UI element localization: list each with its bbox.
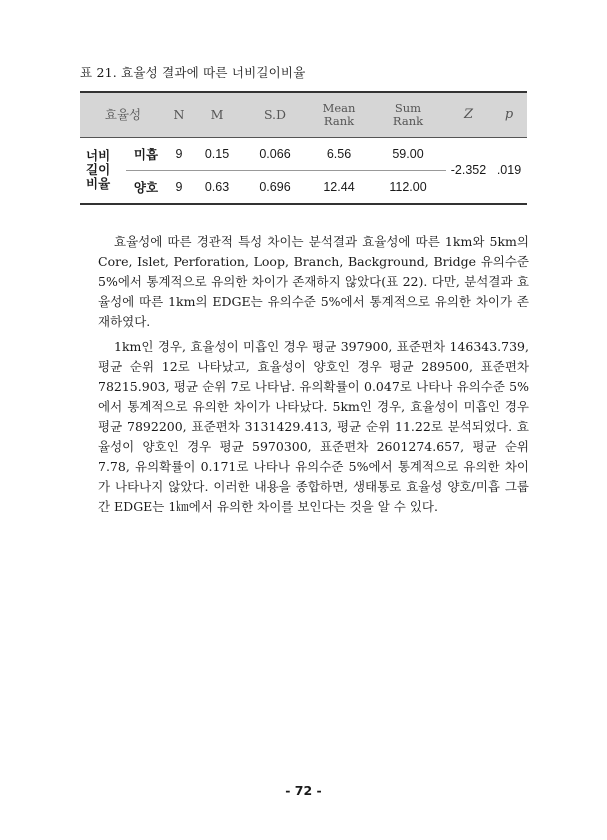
cell-sum-rank: 112.00 xyxy=(370,170,446,204)
group-label-line3: 비율 xyxy=(86,176,111,192)
table-header-row xyxy=(80,92,527,137)
row-sub-label: 양호 xyxy=(126,170,166,204)
header-n: N xyxy=(166,92,192,137)
group-label xyxy=(80,137,126,204)
header-sum-rank xyxy=(370,92,446,137)
table-row xyxy=(80,137,527,170)
header-p: p xyxy=(491,92,527,137)
cell-mean-rank: 6.56 xyxy=(308,137,370,170)
cell-z: -2.352 xyxy=(446,137,491,204)
cell-m: 0.15 xyxy=(192,137,242,170)
header-m: M xyxy=(192,92,242,137)
group-label-line1: 너비 xyxy=(86,148,111,164)
header-sum-rank-line2: Rank xyxy=(392,113,424,128)
results-table xyxy=(80,91,527,205)
cell-sum-rank: 59.00 xyxy=(370,137,446,170)
cell-sd: 0.066 xyxy=(242,137,308,170)
paragraph: 1km인 경우, 효율성이 미흡인 경우 평균 397900, 표준편차 146343.739, 평균 순위 12로 나타났고, 효율성이 양호인 경우 평균 289500, 표준편차 78215.903, 평균 순위 7로 나타남. 유의확률이 0.047로 나타나 유의수준 5%에서 통계적으로 유의한 차이가 나타났다. 5km인 경우, 효율성이 미흡인 경우 평균 7892200, 표준편차 3131429.413, 평균 순위 11.22로 분석되었다. 효율성이 양호인 경우 평균 5970300, 표준편차 2601274.657, 평균 순위 7.78, 유의확률이 0.171로 나타나 유의수준 5%에서 통계적으로 유의한 차이가 나타나지 않았다. 이러한 내용을 종합하면, 생태통로 효율성 양호/미흡 그룹 간 EDGE는 1㎞에서 유의한 차이를 보인다는 것을 알 수 있다. xyxy=(98,339,529,514)
cell-mean-rank: 12.44 xyxy=(308,170,370,204)
header-mean-rank-line2: Rank xyxy=(323,113,355,128)
header-efficiency: 효율성 xyxy=(80,92,166,137)
row-sub-label: 미흡 xyxy=(126,137,166,170)
cell-n: 9 xyxy=(166,137,192,170)
cell-n: 9 xyxy=(166,170,192,204)
header-sum-rank-line1: Sum xyxy=(394,100,422,115)
header-sd: S.D xyxy=(242,92,308,137)
page-number: - 72 - xyxy=(285,783,322,798)
paragraph: 효율성에 따른 경관적 특성 차이는 분석결과 효율성에 따른 1km와 5km의 Core, Islet, Perforation, Loop, Branch, Background, Bridge 유의수준 5%에서 통계적으로 유의한 차이가 존재하지 않았다(표 22). 다만, 분석결과 효율성에 따른 1km의 EDGE는 유의수준 5%에서 통계적으로 유의한 차이가 존재하였다. xyxy=(98,234,529,329)
body-text xyxy=(98,232,529,522)
cell-p: .019 xyxy=(491,137,527,204)
table-caption: 표 21. 효율성 결과에 따른 너비길이비율 xyxy=(80,65,306,80)
header-mean-rank-line1: Mean xyxy=(322,100,356,115)
cell-m: 0.63 xyxy=(192,170,242,204)
header-z: Z xyxy=(446,92,491,137)
header-mean-rank xyxy=(308,92,370,137)
group-label-line2: 길이 xyxy=(86,162,111,178)
cell-sd: 0.696 xyxy=(242,170,308,204)
